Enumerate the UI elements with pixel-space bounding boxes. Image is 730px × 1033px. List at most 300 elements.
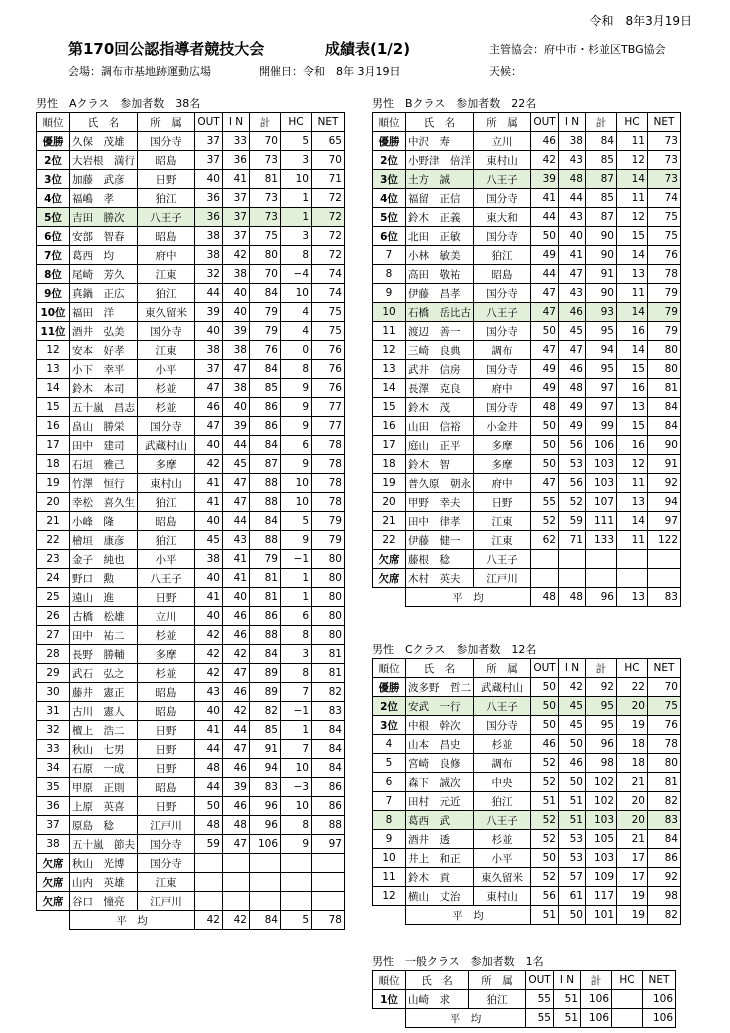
table-cell: 19 [37,474,70,493]
average-value: 5 [281,911,312,930]
table-cell: 46 [531,735,559,754]
table-row [373,170,681,189]
table-cell: 122 [648,531,681,550]
table-cell: 106 [586,436,617,455]
table-cell: 8 [373,265,406,284]
table-cell: 武井 信房 [406,360,474,379]
average-row [373,906,681,925]
class-a-title: 男性 Aクラス 参加者数 38名 [36,97,201,110]
table-cell: 25 [37,588,70,607]
table-cell: 95 [586,697,617,716]
table-cell: 95 [586,360,617,379]
table-cell [223,873,250,892]
table-cell: 小野津 倍洋 [406,151,474,170]
table-cell: 49 [531,379,559,398]
table-cell: 14 [37,379,70,398]
table-cell: 84 [586,132,617,151]
table-cell: 80 [250,246,281,265]
table-cell: 38 [223,341,250,360]
table-cell: 3 [281,227,312,246]
table-row [373,341,681,360]
table-cell: 78 [312,493,345,512]
table-cell: 5 [373,754,406,773]
table-cell: 7位 [37,246,70,265]
table-cell: 84 [250,645,281,664]
column-header: 氏 名 [406,113,474,132]
table-cell: 優勝 [373,132,406,151]
table-cell: 78 [312,474,345,493]
table-row [373,417,681,436]
table-row [373,303,681,322]
table-row [373,792,681,811]
table-cell: 8位 [37,265,70,284]
table-cell: 波多野 哲二 [406,678,474,697]
table-row [373,569,681,588]
table-cell: 99 [586,417,617,436]
column-header: 氏 名 [70,113,138,132]
table-cell: 41 [195,721,223,740]
table-cell: 小下 幸平 [70,360,138,379]
class-c-table [372,658,681,925]
table-cell: 81 [250,569,281,588]
table-cell: 国分寺 [138,322,195,341]
table-cell: 真鍋 正広 [70,284,138,303]
table-cell: 欠席 [37,873,70,892]
table-cell: 石原 一成 [70,759,138,778]
table-cell: 76 [312,379,345,398]
table-cell: 44 [195,284,223,303]
table-cell: 谷口 憧亮 [70,892,138,911]
table-cell: 50 [195,797,223,816]
table-cell: 8 [281,246,312,265]
table-cell: 46 [559,303,586,322]
table-cell [586,550,617,569]
table-cell: 14 [617,170,648,189]
table-cell: 44 [531,208,559,227]
table-cell: 37 [223,189,250,208]
table-cell: 85 [586,189,617,208]
table-cell: 18 [373,455,406,474]
table-cell: 41 [195,493,223,512]
table-cell: 9 [281,835,312,854]
table-cell [250,854,281,873]
table-cell: 狛江 [138,531,195,550]
table-row [373,811,681,830]
table-cell: 甲野 幸夫 [406,493,474,512]
table-cell: 昭島 [138,151,195,170]
table-cell: 37 [195,360,223,379]
table-cell: 95 [586,322,617,341]
table-cell: 40 [195,702,223,721]
table-cell: 103 [586,455,617,474]
table-cell: 欠席 [37,892,70,911]
table-cell: 56 [559,474,586,493]
table-cell: 1 [281,208,312,227]
table-cell: 42 [223,246,250,265]
table-cell: 41 [223,170,250,189]
table-cell: 畠山 勝栄 [70,417,138,436]
table-cell: 90 [586,227,617,246]
table-cell: 18 [617,735,648,754]
table-cell: 6 [281,607,312,626]
table-cell: 7 [373,792,406,811]
table-cell: 日野 [138,759,195,778]
table-cell: 5 [281,512,312,531]
table-cell: 70 [250,265,281,284]
table-cell: 11 [617,189,648,208]
table-cell: 84 [648,830,681,849]
table-cell: 鈴木 貢 [406,868,474,887]
column-header: NET [643,971,676,990]
table-cell: 古橋 松雄 [70,607,138,626]
table-cell: 41 [223,550,250,569]
column-header: I N [554,971,581,990]
column-header: HC [612,971,643,990]
table-cell: 44 [195,740,223,759]
blank-cell [373,588,406,607]
table-cell: 32 [195,265,223,284]
table-cell: 47 [559,265,586,284]
table-cell: 7 [281,740,312,759]
table-cell: 75 [648,227,681,246]
column-header: HC [281,113,312,132]
report-title: 第170回公認指導者競技大会 [68,40,265,58]
table-cell: 48 [195,816,223,835]
table-cell: 杉並 [474,735,531,754]
table-row [37,151,345,170]
table-cell: 11 [617,132,648,151]
table-cell: 小峰 隆 [70,512,138,531]
table-cell: 野口 勲 [70,569,138,588]
table-cell: 多摩 [138,455,195,474]
column-header: NET [648,113,681,132]
table-cell: 86 [312,797,345,816]
table-cell: 21 [373,512,406,531]
table-cell: 小平 [474,849,531,868]
table-cell [612,990,643,1009]
table-cell: 38 [195,246,223,265]
table-cell: 81 [250,170,281,189]
table-cell: 49 [531,246,559,265]
table-cell: 52 [531,773,559,792]
table-cell: 42 [223,645,250,664]
table-cell: 38 [195,550,223,569]
table-cell: 14 [617,246,648,265]
table-cell [312,873,345,892]
table-cell: 43 [195,683,223,702]
table-cell: 76 [312,341,345,360]
table-cell: 鈴木 正義 [406,208,474,227]
table-cell: 39 [195,303,223,322]
table-cell: −1 [281,702,312,721]
table-row [37,170,345,189]
table-cell: 土方 誠 [406,170,474,189]
table-cell: 10 [281,797,312,816]
table-cell: 小平 [138,550,195,569]
table-cell: 107 [586,493,617,512]
table-cell: 85 [250,379,281,398]
table-cell: 103 [586,849,617,868]
table-cell: 50 [531,322,559,341]
table-cell: 31 [37,702,70,721]
table-cell: 79 [648,303,681,322]
table-cell: 80 [648,360,681,379]
table-cell: 杉並 [138,626,195,645]
table-cell: 八王子 [474,170,531,189]
table-cell: 檀上 浩二 [70,721,138,740]
table-cell [312,892,345,911]
table-cell: 酒井 弘美 [70,322,138,341]
table-cell: 横山 丈治 [406,887,474,906]
table-cell: 65 [312,132,345,151]
table-row [37,303,345,322]
table-row [373,531,681,550]
class-b-table [372,112,681,607]
table-cell: 15 [617,227,648,246]
table-cell: 50 [559,773,586,792]
average-label: 平 均 [406,906,531,925]
table-cell: 8 [281,626,312,645]
table-cell: 46 [223,797,250,816]
average-value: 51 [531,906,559,925]
average-value: 48 [559,588,586,607]
table-row [37,816,345,835]
table-cell: 東村山 [138,474,195,493]
table-cell: 40 [223,398,250,417]
table-cell: 8 [281,360,312,379]
general-class-table [372,970,676,1028]
table-cell: 90 [586,284,617,303]
table-row [37,873,345,892]
table-cell: 10 [281,493,312,512]
table-cell: 76 [250,341,281,360]
table-cell: 81 [312,664,345,683]
table-cell: 27 [37,626,70,645]
table-row [373,322,681,341]
table-row [373,990,676,1009]
table-cell: 50 [531,455,559,474]
average-value: 42 [195,911,223,930]
average-label: 平 均 [70,911,195,930]
table-cell: 江東 [474,512,531,531]
table-cell: 杉並 [138,664,195,683]
table-cell: 94 [586,341,617,360]
table-row [373,379,681,398]
table-row [373,550,681,569]
table-cell: 宮崎 良修 [406,754,474,773]
table-cell: 18 [37,455,70,474]
table-cell: 133 [586,531,617,550]
table-row [373,132,681,151]
table-cell: 85 [250,721,281,740]
table-cell: 八王子 [474,303,531,322]
table-cell: 9 [281,531,312,550]
average-row [373,1009,676,1028]
table-cell: 36 [195,208,223,227]
table-cell: 51 [554,990,581,1009]
table-cell: 75 [312,303,345,322]
report-date: 令和 8年3月19日 [589,14,692,28]
table-cell: 日野 [138,588,195,607]
table-cell: 46 [223,759,250,778]
table-cell: 13 [617,493,648,512]
table-cell: 77 [312,417,345,436]
table-cell: 21 [617,773,648,792]
table-cell: 八王子 [474,811,531,830]
table-cell: 藤井 憲正 [70,683,138,702]
table-row [37,246,345,265]
event-date: 開催日：令和 8年 3月19日 [259,65,401,78]
column-header: OUT [531,659,559,678]
table-row [373,208,681,227]
table-cell [281,892,312,911]
table-cell: 遠山 進 [70,588,138,607]
table-cell: 3 [281,151,312,170]
table-cell: 江戸川 [138,816,195,835]
table-cell: 金子 純也 [70,550,138,569]
table-cell: 府中 [138,246,195,265]
table-cell: 41 [531,189,559,208]
table-cell: 9 [281,398,312,417]
table-cell: 調布 [474,754,531,773]
table-row [37,265,345,284]
table-cell: 47 [223,474,250,493]
table-cell: 51 [559,792,586,811]
table-cell: 75 [250,227,281,246]
table-cell: 82 [312,683,345,702]
table-cell: 1 [281,569,312,588]
table-cell: 38 [223,265,250,284]
table-cell: 32 [37,721,70,740]
table-cell: 山田 信裕 [406,417,474,436]
table-cell: 83 [648,811,681,830]
table-cell: 92 [648,474,681,493]
table-cell: 狛江 [474,246,531,265]
table-cell: 東久留米 [474,868,531,887]
table-cell: 狛江 [138,493,195,512]
table-cell: 49 [559,417,586,436]
table-cell: 20 [373,493,406,512]
table-cell: 安本 好孝 [70,341,138,360]
table-cell: 杉並 [474,830,531,849]
table-cell: 11 [617,474,648,493]
table-cell: 山崎 求 [406,990,469,1009]
table-cell: 東久留米 [138,303,195,322]
table-cell: 39 [531,170,559,189]
table-row [373,189,681,208]
table-cell: 103 [586,811,617,830]
table-cell: 74 [312,284,345,303]
table-cell: 50 [531,849,559,868]
table-cell: 15 [373,398,406,417]
table-cell: 1 [281,189,312,208]
column-header: OUT [531,113,559,132]
table-cell: 田村 元近 [406,792,474,811]
table-cell: 95 [586,716,617,735]
table-cell: 80 [648,754,681,773]
table-cell: 16 [373,417,406,436]
table-cell: 欠席 [373,569,406,588]
table-cell: 109 [586,868,617,887]
table-cell: 国分寺 [138,132,195,151]
table-cell: 16 [617,436,648,455]
table-cell: 14 [617,341,648,360]
average-value: 13 [617,588,648,607]
table-cell: 伊藤 昌孝 [406,284,474,303]
table-row [37,683,345,702]
table-cell: 84 [312,759,345,778]
table-cell: 47 [195,379,223,398]
table-cell: 97 [586,398,617,417]
column-header: 順位 [373,971,406,990]
table-cell: 80 [312,588,345,607]
table-cell: 江東 [138,265,195,284]
table-cell: 15 [617,417,648,436]
table-row [37,284,345,303]
table-row [37,360,345,379]
table-cell: 国分寺 [474,398,531,417]
table-row [37,664,345,683]
table-row [37,778,345,797]
table-cell: 9 [373,284,406,303]
table-cell: 0 [281,341,312,360]
table-cell: 88 [250,531,281,550]
table-cell: 11位 [37,322,70,341]
table-cell: 21 [617,830,648,849]
table-cell: 日野 [474,493,531,512]
table-row [373,151,681,170]
table-cell: 伊藤 健一 [406,531,474,550]
table-row [37,835,345,854]
table-cell: 92 [586,678,617,697]
table-header [373,113,681,132]
table-cell: 40 [195,569,223,588]
table-cell: 80 [312,626,345,645]
table-cell: 昭島 [138,512,195,531]
table-cell: 81 [648,773,681,792]
venue: 会場：調布市基地跡運動広場 [68,65,211,78]
table-cell: 40 [559,227,586,246]
table-cell: 47 [223,835,250,854]
table-cell: 52 [531,830,559,849]
table-cell: 39 [223,778,250,797]
table-cell: 33 [223,132,250,151]
table-cell: 52 [531,868,559,887]
table-cell: 44 [559,189,586,208]
host-association: 主管協会：府中市・杉並区TBG協会 [489,43,666,56]
table-cell: 50 [531,417,559,436]
average-value: 19 [617,906,648,925]
table-cell: 78 [648,265,681,284]
table-cell: 87 [586,170,617,189]
table-cell: 11 [617,531,648,550]
column-header: 氏 名 [406,659,474,678]
table-cell: 23 [37,550,70,569]
table-cell: 16 [617,322,648,341]
table-cell: 田中 律孝 [406,512,474,531]
table-row [37,892,345,911]
table-cell: 8 [373,811,406,830]
table-cell: 12 [617,151,648,170]
table-cell: 立川 [474,132,531,151]
table-cell: 47 [531,474,559,493]
table-cell: 5位 [37,208,70,227]
table-cell: 国分寺 [474,360,531,379]
table-cell: 6位 [373,227,406,246]
table-row [373,887,681,906]
table-cell: 36 [223,151,250,170]
table-cell: 41 [195,474,223,493]
